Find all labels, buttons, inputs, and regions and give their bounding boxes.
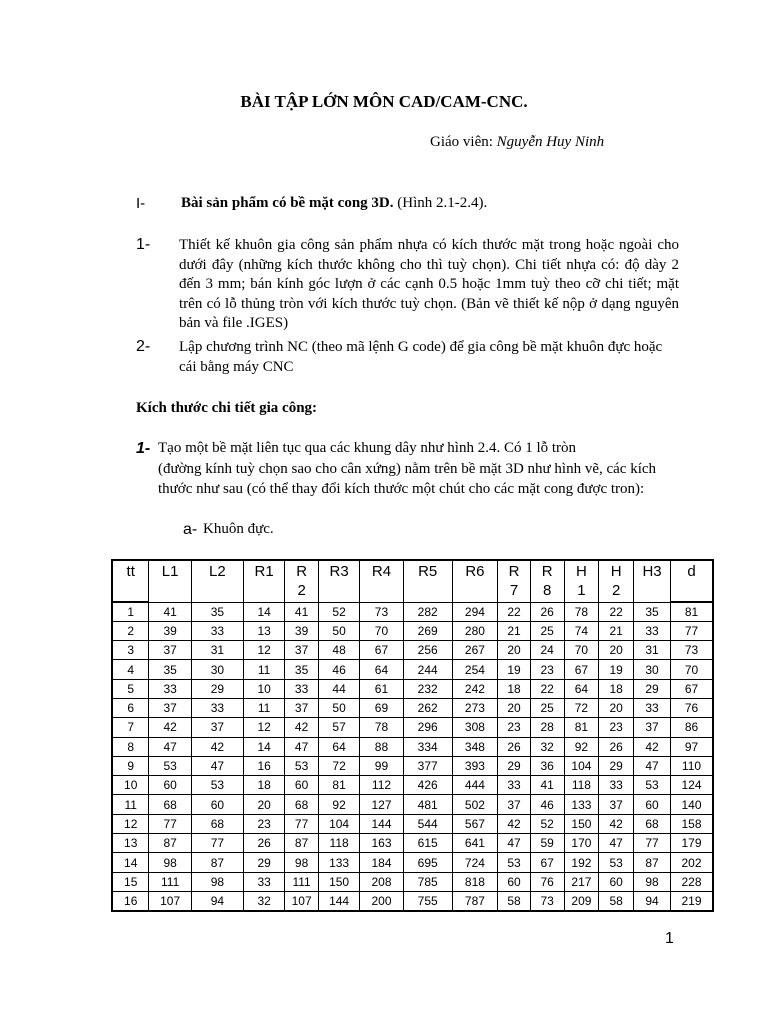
table-cell: 724 [452,853,498,872]
table-cell: 14 [243,602,284,621]
table-header-cell: R4 [360,560,403,602]
table-cell: 544 [403,814,452,833]
table-cell: 4 [112,660,149,679]
table-cell: 97 [671,737,714,756]
table-cell: 110 [671,756,714,775]
table-cell: 39 [285,621,319,640]
table-cell: 42 [285,718,319,737]
table-cell: 25 [530,698,564,717]
table-cell: 262 [403,698,452,717]
table-cell: 64 [564,679,599,698]
section-heading-bold: Bài sản phẩm có bề mặt cong 3D. [181,195,394,211]
table-cell: 296 [403,718,452,737]
table-cell: 76 [530,872,564,891]
table-cell: 209 [564,891,599,910]
table-cell: 170 [564,834,599,853]
table-cell: 33 [634,698,671,717]
table-cell: 33 [191,621,243,640]
table-cell: 30 [191,660,243,679]
table-cell: 12 [112,814,149,833]
table-cell: 107 [149,891,191,910]
table-cell: 32 [530,737,564,756]
table-cell: 60 [599,872,634,891]
table-cell: 9 [112,756,149,775]
table-cell: 10 [243,679,284,698]
table-cell: 47 [149,737,191,756]
table-cell: 52 [318,602,359,621]
table-cell: 39 [149,621,191,640]
table-cell: 11 [112,795,149,814]
table-cell: 46 [530,795,564,814]
table-cell: 144 [360,814,403,833]
table-cell: 42 [634,737,671,756]
table-cell: 37 [285,698,319,717]
table-cell: 46 [318,660,359,679]
table-cell: 444 [452,776,498,795]
table-row [112,737,713,756]
table-cell: 33 [243,872,284,891]
table-header-cell: R5 [403,560,452,602]
table-cell: 26 [498,737,531,756]
item-number: 1- [136,236,151,253]
table-cell: 41 [149,602,191,621]
table-cell: 42 [498,814,531,833]
table-cell: 76 [671,698,714,717]
table-header [112,560,713,602]
table-cell: 68 [634,814,671,833]
table-cell: 77 [634,834,671,853]
page-number: 1 [665,930,674,947]
table-row [112,679,713,698]
table-cell: 37 [191,718,243,737]
table-cell: 13 [243,621,284,640]
table-row [112,834,713,853]
table-cell: 73 [530,891,564,910]
table-cell: 481 [403,795,452,814]
table-cell: 37 [599,795,634,814]
table-cell: 77 [671,621,714,640]
table-cell: 70 [360,621,403,640]
table-cell: 20 [599,698,634,717]
table-header-cell: L1 [149,560,191,602]
table-cell: 641 [452,834,498,853]
table-row [112,795,713,814]
table-cell: 11 [243,660,284,679]
table-body [112,602,713,911]
table-cell: 87 [285,834,319,853]
table-cell: 242 [452,679,498,698]
table-cell: 348 [452,737,498,756]
table-cell: 59 [530,834,564,853]
table-cell: 73 [671,641,714,660]
table-cell: 200 [360,891,403,910]
item-number: 2- [136,338,151,355]
table-cell: 308 [452,718,498,737]
table-cell: 23 [498,718,531,737]
table-cell: 37 [149,641,191,660]
table-cell: 87 [191,853,243,872]
table-cell: 37 [498,795,531,814]
table-cell: 42 [599,814,634,833]
table-cell: 68 [191,814,243,833]
sub-item-text: Khuôn đực. [203,521,274,537]
table-cell: 150 [564,814,599,833]
table-header-cell: R 8 [530,560,564,602]
table-row [112,872,713,891]
table-cell: 22 [530,679,564,698]
table-cell: 18 [599,679,634,698]
table-cell: 567 [452,814,498,833]
table-cell: 244 [403,660,452,679]
dimensions-table [111,559,714,912]
table-cell: 24 [530,641,564,660]
table-cell: 58 [498,891,531,910]
table-cell: 31 [191,641,243,660]
table-cell: 77 [285,814,319,833]
table-cell: 256 [403,641,452,660]
table-cell: 8 [112,737,149,756]
table-cell: 11 [243,698,284,717]
table-cell: 22 [498,602,531,621]
table-cell: 61 [360,679,403,698]
table-header-row [112,560,713,602]
table-header-cell: R 7 [498,560,531,602]
table-cell: 22 [599,602,634,621]
teacher-name: Nguyễn Huy Ninh [496,134,605,150]
table-cell: 219 [671,891,714,910]
table-cell: 19 [599,660,634,679]
table-cell: 254 [452,660,498,679]
table-cell: 25 [530,621,564,640]
table-cell: 112 [360,776,403,795]
table-cell: 87 [149,834,191,853]
table-cell: 60 [149,776,191,795]
table-row [112,814,713,833]
table-cell: 20 [243,795,284,814]
table-header-cell: R3 [318,560,359,602]
table-cell: 57 [318,718,359,737]
table-cell: 77 [191,834,243,853]
table-cell: 44 [318,679,359,698]
table-cell: 269 [403,621,452,640]
table-cell: 393 [452,756,498,775]
table-cell: 12 [243,718,284,737]
table-cell: 33 [498,776,531,795]
table-cell: 16 [112,891,149,910]
table-cell: 78 [564,602,599,621]
table-cell: 192 [564,853,599,872]
table-row [112,756,713,775]
table-header-cell: H3 [634,560,671,602]
table-cell: 140 [671,795,714,814]
table-row [112,621,713,640]
table-cell: 41 [285,602,319,621]
table-cell: 94 [634,891,671,910]
table-cell: 163 [360,834,403,853]
table-cell: 111 [149,872,191,891]
table-cell: 52 [530,814,564,833]
dimensions-heading: Kích thước chi tiết gia công: [136,400,318,416]
table-cell: 124 [671,776,714,795]
table-cell: 217 [564,872,599,891]
paragraph-rest: (đường kính tuỳ chọn sao cho cân xứng) nằm trên bề mặt 3D như hình vẽ, các kích thước như sau (có thể thay đổi kích thước một chút cho các mặt cong được tron): [158,461,657,497]
table-cell: 20 [599,641,634,660]
table-cell: 1 [112,602,149,621]
teacher-label: Giáo viên: [430,134,493,150]
table-header-cell: R 2 [285,560,319,602]
table-cell: 35 [285,660,319,679]
table-cell: 50 [318,621,359,640]
table-cell: 785 [403,872,452,891]
table-cell: 23 [599,718,634,737]
table-cell: 72 [318,756,359,775]
table-cell: 19 [498,660,531,679]
table-cell: 47 [634,756,671,775]
table-cell: 5 [112,679,149,698]
table-cell: 111 [285,872,319,891]
table-cell: 98 [285,853,319,872]
table-cell: 28 [530,718,564,737]
table-row [112,776,713,795]
table-cell: 35 [634,602,671,621]
table-cell: 294 [452,602,498,621]
page-title: BÀI TẬP LỚN MÔN CAD/CAM-CNC. [240,92,528,111]
table-cell: 53 [498,853,531,872]
table-cell: 29 [243,853,284,872]
table-header-cell: H 1 [564,560,599,602]
table-cell: 184 [360,853,403,872]
table-cell: 88 [360,737,403,756]
table-cell: 98 [149,853,191,872]
table-cell: 81 [564,718,599,737]
table-cell: 53 [599,853,634,872]
table-cell: 72 [564,698,599,717]
table-cell: 7 [112,718,149,737]
table-cell: 58 [599,891,634,910]
table-cell: 16 [243,756,284,775]
table-header-cell: R6 [452,560,498,602]
table-cell: 69 [360,698,403,717]
table-cell: 26 [599,737,634,756]
table-cell: 104 [318,814,359,833]
table-cell: 32 [243,891,284,910]
table-cell: 755 [403,891,452,910]
table-header-cell: tt [112,560,149,602]
table-cell: 31 [634,641,671,660]
table-cell: 33 [634,621,671,640]
table-cell: 118 [318,834,359,853]
table-cell: 60 [634,795,671,814]
table-header-cell: d [671,560,714,602]
table-cell: 98 [634,872,671,891]
table-cell: 36 [530,756,564,775]
table-cell: 18 [243,776,284,795]
table-cell: 14 [112,853,149,872]
table-row [112,853,713,872]
table-cell: 104 [564,756,599,775]
section-number: I- [136,195,146,212]
table-cell: 133 [564,795,599,814]
section-heading [181,195,487,212]
table-cell: 26 [530,602,564,621]
table-cell: 133 [318,853,359,872]
table-cell: 127 [360,795,403,814]
paragraph-first-line: Tạo một bề mặt liên tục qua các khung dây như hình 2.4. Có 1 lỗ tròn [158,440,577,456]
table-cell: 21 [599,621,634,640]
table-cell: 74 [564,621,599,640]
table-cell: 13 [112,834,149,853]
table-cell: 33 [599,776,634,795]
table-cell: 35 [149,660,191,679]
table-cell: 98 [191,872,243,891]
paragraph-number: 1- [136,440,151,457]
table-header-cell: L2 [191,560,243,602]
table-cell: 12 [243,641,284,660]
table-cell: 53 [191,776,243,795]
table-cell: 30 [634,660,671,679]
table-cell: 33 [191,698,243,717]
table-cell: 68 [285,795,319,814]
table-cell: 53 [634,776,671,795]
table-cell: 20 [498,698,531,717]
table-cell: 280 [452,621,498,640]
table-cell: 118 [564,776,599,795]
table-cell: 60 [498,872,531,891]
table-cell: 228 [671,872,714,891]
table-cell: 50 [318,698,359,717]
table-cell: 73 [360,602,403,621]
table-cell: 107 [285,891,319,910]
table-row [112,660,713,679]
table-cell: 42 [149,718,191,737]
table-cell: 48 [318,641,359,660]
table-cell: 26 [243,834,284,853]
table-cell: 92 [564,737,599,756]
table-cell: 67 [530,853,564,872]
table-cell: 37 [285,641,319,660]
table-cell: 6 [112,698,149,717]
table-cell: 47 [498,834,531,853]
table-cell: 53 [149,756,191,775]
table-row [112,698,713,717]
table-cell: 232 [403,679,452,698]
table-cell: 29 [634,679,671,698]
table-cell: 60 [191,795,243,814]
teacher-line [430,134,604,151]
table-cell: 10 [112,776,149,795]
table-cell: 47 [599,834,634,853]
table-cell: 94 [191,891,243,910]
table-cell: 35 [191,602,243,621]
table-cell: 60 [285,776,319,795]
table-cell: 37 [149,698,191,717]
table-cell: 787 [452,891,498,910]
table-cell: 67 [671,679,714,698]
table-cell: 33 [285,679,319,698]
item-text: Lập chương trình NC (theo mã lệnh G code) để gia công bề mặt khuôn đực hoặc cái bằng máy CNC [179,339,663,375]
table-header-cell: H 2 [599,560,634,602]
table-row [112,641,713,660]
table-cell: 334 [403,737,452,756]
table-cell: 267 [452,641,498,660]
table-cell: 81 [671,602,714,621]
table-cell: 818 [452,872,498,891]
table-cell: 70 [671,660,714,679]
table-cell: 78 [360,718,403,737]
table-cell: 64 [318,737,359,756]
table-cell: 29 [599,756,634,775]
table-row [112,891,713,910]
table-cell: 158 [671,814,714,833]
table-cell: 47 [191,756,243,775]
table-cell: 67 [360,641,403,660]
table-cell: 23 [243,814,284,833]
table-cell: 87 [634,853,671,872]
table-cell: 70 [564,641,599,660]
table-header-cell: R1 [243,560,284,602]
table-cell: 3 [112,641,149,660]
table-cell: 92 [318,795,359,814]
table-cell: 20 [498,641,531,660]
sub-item-number: a- [183,521,198,538]
table-cell: 23 [530,660,564,679]
table-cell: 53 [285,756,319,775]
table-row [112,718,713,737]
table-cell: 15 [112,872,149,891]
table-cell: 695 [403,853,452,872]
table-cell: 208 [360,872,403,891]
table-cell: 502 [452,795,498,814]
table-cell: 273 [452,698,498,717]
item-text: Thiết kế khuôn gia công sản phẩm nhựa có kích thước mặt trong hoặc ngoài cho dưới đây (những kích thước không cho thì tuỳ chọn). Chi tiết nhựa có: độ dày 2 đến 3 mm; bán kính góc lượn ở các cạnh 0.5 hoặc 1mm tuỳ theo cỡ chi tiết; mặt trên có lỗ thủng tròn với kích thước tuỳ chọn. (Bản vẽ thiết kế nộp ở dạng nguyên bản và file .IGES) [179,237,679,332]
table-cell: 47 [285,737,319,756]
table-cell: 21 [498,621,531,640]
table-cell: 179 [671,834,714,853]
table-cell: 29 [498,756,531,775]
table-cell: 2 [112,621,149,640]
table-cell: 18 [498,679,531,698]
table-cell: 29 [191,679,243,698]
table-cell: 150 [318,872,359,891]
table-cell: 42 [191,737,243,756]
section-heading-ref: (Hình 2.1-2.4). [397,195,488,211]
table-cell: 37 [634,718,671,737]
table-cell: 202 [671,853,714,872]
table-cell: 33 [149,679,191,698]
table-cell: 64 [360,660,403,679]
table-cell: 41 [530,776,564,795]
table-cell: 426 [403,776,452,795]
table-cell: 14 [243,737,284,756]
table-cell: 282 [403,602,452,621]
table-cell: 86 [671,718,714,737]
table-cell: 77 [149,814,191,833]
table-cell: 377 [403,756,452,775]
table-cell: 99 [360,756,403,775]
table-cell: 68 [149,795,191,814]
table-cell: 144 [318,891,359,910]
table-cell: 81 [318,776,359,795]
table-cell: 67 [564,660,599,679]
table-cell: 615 [403,834,452,853]
table-row [112,602,713,621]
